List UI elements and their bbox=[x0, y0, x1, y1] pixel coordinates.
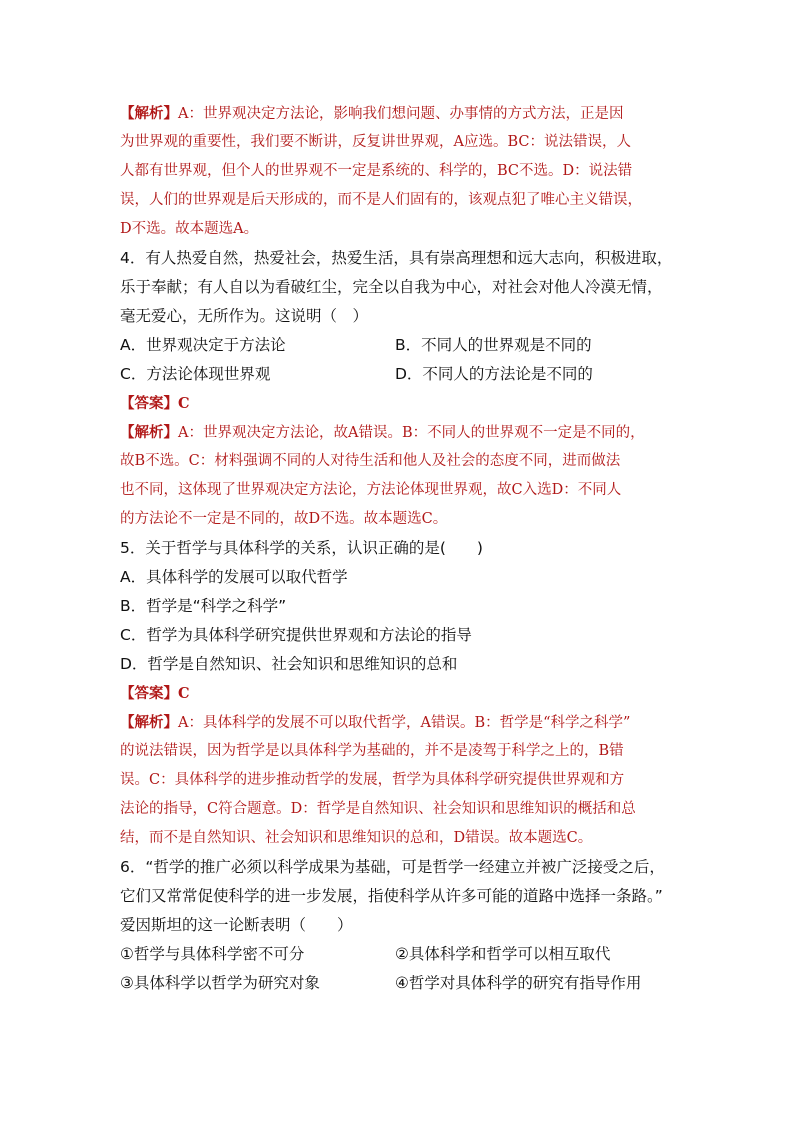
analysis-line: 的方法论不一定是不同的，故D不选。故本题选C。 bbox=[120, 511, 448, 527]
analysis-line: 结，而不是自然知识、社会知识和思维知识的总和，D错误。故本题选C。 bbox=[120, 830, 593, 846]
option-d: D．不同人的方法论是不同的 bbox=[395, 365, 593, 383]
question-6 bbox=[120, 853, 680, 998]
analysis-line: 误，人们的世界观是后天形成的，而不是人们固有的，该观点犯了唯心主义错误， bbox=[120, 192, 642, 208]
analysis-line: 【解析】A：世界观决定方法论，故A错误。B：不同人的世界观不一定是不同的， bbox=[120, 424, 645, 441]
question-4 bbox=[120, 244, 680, 534]
answer-line bbox=[120, 679, 680, 708]
option-3: ③具体科学以哲学为研究对象 bbox=[120, 974, 320, 992]
question-stem-line: 爱因斯坦的这一论断表明（ ） bbox=[120, 916, 353, 934]
options-row bbox=[120, 331, 680, 360]
analysis-line: 的说法错误，因为哲学是以具体科学为基础的，并不是凌驾于科学之上的，B错 bbox=[120, 743, 624, 759]
option-c: C．哲学为具体科学研究提供世界观和方法论的指导 bbox=[120, 626, 472, 644]
option-a: A．世界观决定于方法论 bbox=[120, 336, 286, 354]
document-page bbox=[120, 99, 680, 998]
question-stem-line: 毫无爱心，无所作为。这说明（ ） bbox=[120, 307, 369, 325]
answer-tag: 【答案】 bbox=[120, 395, 178, 412]
analysis-line: 误。C：具体科学的进步推动哲学的发展，哲学为具体科学研究提供世界观和方 bbox=[120, 772, 625, 788]
analysis-line: 也不同，这体现了世界观决定方法论，方法论体现世界观，故C入选D：不同人 bbox=[120, 482, 622, 498]
option-a: A．具体科学的发展可以取代哲学 bbox=[120, 568, 348, 586]
option-c: C．方法论体现世界观 bbox=[120, 365, 271, 383]
question-stem-line: 5．关于哲学与具体科学的关系，认识正确的是( ) bbox=[120, 539, 483, 557]
answer-line bbox=[120, 389, 680, 418]
question-stem-line: 它们又常常促使科学的进一步发展，指使科学从许多可能的道路中选择一条路。” bbox=[120, 887, 663, 905]
question-stem-line: 4．有人热爱自然，热爱社会，热爱生活，具有崇高理想和远大志向，积极进取， bbox=[120, 249, 673, 267]
question-5 bbox=[120, 534, 680, 853]
option-b: B．不同人的世界观是不同的 bbox=[395, 336, 592, 354]
analysis-line: 为世界观的重要性，我们要不断讲，反复讲世界观，A应选。BC：说法错误，人 bbox=[120, 134, 631, 150]
analysis-line: 【解析】A：具体科学的发展不可以取代哲学，A错误。B：哲学是“科学之科学” bbox=[120, 714, 631, 731]
analysis-line: 【解析】A：世界观决定方法论，影响我们想问题、办事情的方式方法，正是因 bbox=[120, 105, 624, 122]
analysis-tag: 【解析】 bbox=[120, 424, 178, 441]
options-row bbox=[120, 360, 680, 389]
question-stem-line: 6．“哲学的推广必须以科学成果为基础，可是哲学一经建立并被广泛接受之后， bbox=[120, 858, 665, 876]
option-d: D．哲学是自然知识、社会知识和思维知识的总和 bbox=[120, 655, 458, 673]
question-stem-line: 乐于奉献；有人自以为看破红尘，完全以自我为中心，对社会对他人冷漠无情， bbox=[120, 278, 663, 296]
option-1: ①哲学与具体科学密不可分 bbox=[120, 945, 305, 963]
answer-value: C bbox=[178, 395, 190, 412]
analysis-line: D不选。故本题选A。 bbox=[120, 221, 259, 237]
analysis-line: 法论的指导，C符合题意。D：哲学是自然知识、社会知识和思维知识的概括和总 bbox=[120, 801, 636, 817]
analysis-line: 故B不选。C：材料强调不同的人对待生活和他人及社会的态度不同，进而做法 bbox=[120, 453, 621, 469]
options-row bbox=[120, 969, 680, 998]
analysis-tag: 【解析】 bbox=[120, 105, 178, 122]
option-b: B．哲学是“科学之科学” bbox=[120, 597, 287, 615]
analysis-line: 人都有世界观，但个人的世界观不一定是系统的、科学的，BC不选。D：说法错 bbox=[120, 163, 633, 179]
answer-tag: 【答案】 bbox=[120, 685, 178, 702]
q3-analysis bbox=[120, 99, 680, 244]
option-2: ②具体科学和哲学可以相互取代 bbox=[395, 945, 611, 963]
option-4: ④哲学对具体科学的研究有指导作用 bbox=[395, 974, 642, 992]
options-row bbox=[120, 940, 680, 969]
answer-value: C bbox=[178, 685, 190, 702]
analysis-tag: 【解析】 bbox=[120, 714, 178, 731]
